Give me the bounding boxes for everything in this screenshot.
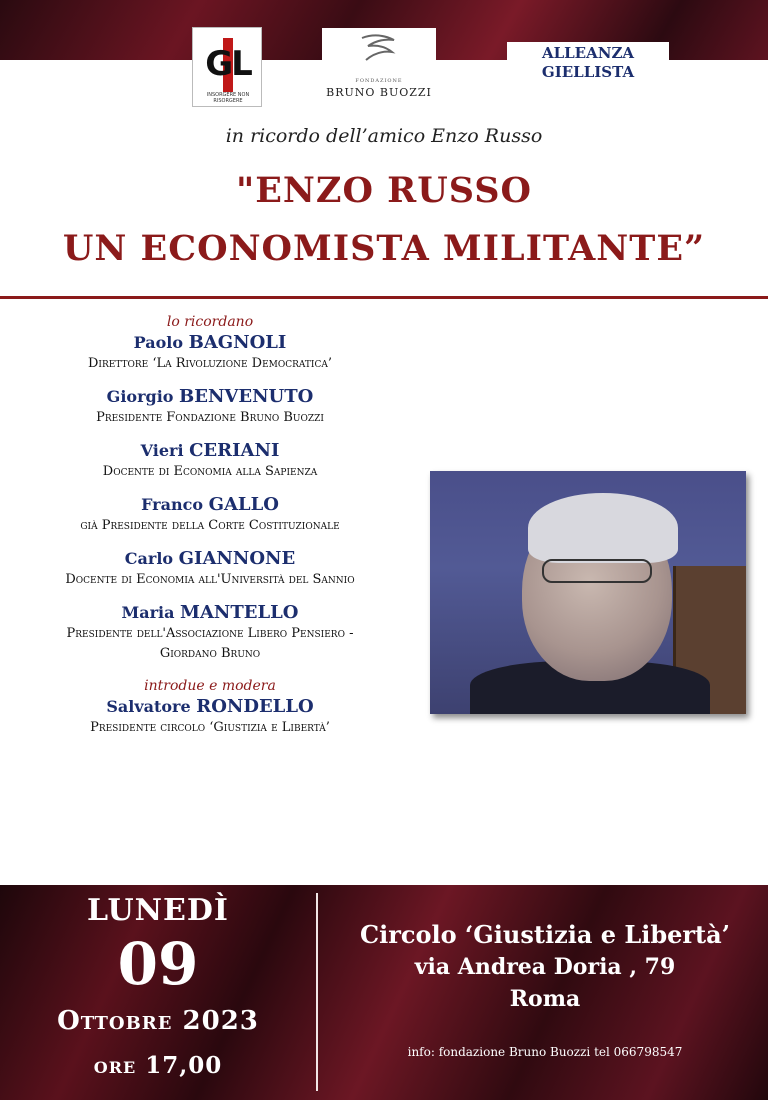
alleanza-line1: ALLEANZA: [541, 44, 635, 62]
event-info-contact: info: fondazione Bruno Buozzi tel 066798547: [407, 1045, 683, 1059]
speaker-last-name: MANTELLO: [180, 602, 299, 623]
moderator-role: Presidente circolo ‘Giustizia e Libertà’: [90, 720, 330, 735]
event-city: Roma: [509, 986, 581, 1012]
speaker-role: già Presidente della Corte Costituzionale: [80, 518, 340, 533]
buozzi-logo-small: FONDAZIONE: [355, 78, 403, 84]
gl-logo-letters: GL: [205, 44, 251, 84]
speaker-first-name: Paolo: [133, 333, 184, 352]
moderator-last-name: RONDELLO: [196, 696, 314, 717]
event-date-number: 09: [117, 930, 199, 998]
speaker-last-name: GIANNONE: [178, 548, 296, 569]
speaker-role: Docente di Economia alla Sapienza: [102, 464, 318, 479]
dedication-subtitle: in ricordo dell’amico Enzo Russo: [225, 125, 543, 147]
speaker-gallo: [0, 494, 420, 536]
moderator-label: introdue e modera: [144, 678, 276, 694]
speaker-name: [0, 494, 420, 516]
speaker-role: Direttore ‘La Rivoluzione Democratica’: [88, 356, 332, 371]
alleanza-line2: GIELLISTA: [541, 63, 635, 81]
speaker-last-name: CERIANI: [189, 440, 280, 461]
speaker-name: [0, 332, 420, 354]
speaker-first-name: Maria: [121, 603, 175, 622]
fondazione-buozzi-logo: [322, 28, 436, 104]
portrait-photo: [430, 471, 746, 714]
glasses-icon: [542, 559, 652, 583]
speaker-name: [0, 440, 420, 462]
speakers-label: lo ricordano: [166, 314, 254, 330]
speaker-benvenuto: [0, 386, 420, 428]
speaker-name: [0, 602, 420, 624]
speaker-giannone: [0, 548, 420, 590]
event-title-line2: UN ECONOMISTA MILITANTE”: [62, 228, 706, 269]
speaker-name: [0, 548, 420, 570]
speaker-last-name: GALLO: [208, 494, 279, 515]
wave-icon: [358, 30, 400, 70]
alleanza-giellista-logo: [507, 42, 669, 88]
speaker-ceriani: [0, 440, 420, 482]
speaker-role: Docente di Economia all'Università del Sannio: [65, 572, 355, 587]
speaker-first-name: Franco: [141, 495, 203, 514]
event-venue: Circolo ‘Giustizia e Libertà’: [359, 920, 731, 949]
event-day: LUNEDÌ: [87, 893, 229, 928]
speaker-bagnoli: [0, 332, 420, 374]
event-address: via Andrea Doria , 79: [414, 954, 676, 980]
speaker-first-name: Giorgio: [106, 387, 174, 406]
moderator-name: [0, 696, 420, 718]
banner-divider: [316, 893, 318, 1091]
moderator-first-name: Salvatore: [106, 697, 191, 716]
speaker-name: [0, 386, 420, 408]
speakers-list: [0, 312, 420, 738]
event-month-year: Ottobre 2023: [57, 1006, 259, 1036]
speaker-first-name: Carlo: [124, 549, 174, 568]
speaker-role: Presidente Fondazione Bruno Buozzi: [96, 410, 324, 425]
portrait-hair: [528, 493, 678, 563]
speaker-last-name: BENVENUTO: [179, 386, 314, 407]
event-time: ore 17,00: [93, 1052, 223, 1079]
speaker-first-name: Vieri: [140, 441, 184, 460]
speaker-last-name: BAGNOLI: [188, 332, 287, 353]
title-divider: [0, 296, 768, 299]
moderator-rondello: [0, 696, 420, 738]
speaker-mantello: [0, 602, 420, 664]
event-title-line1: "ENZO RUSSO: [235, 170, 532, 211]
gl-logo: [192, 27, 262, 107]
buozzi-logo-name: BRUNO BUOZZI: [326, 86, 432, 99]
gl-logo-tagline: INSORGERE NON RISORGERE: [206, 92, 250, 104]
speaker-role: Presidente dell'Associazione Libero Pensiero -: [66, 626, 354, 641]
speaker-role-line2: Giordano Bruno: [159, 646, 261, 661]
